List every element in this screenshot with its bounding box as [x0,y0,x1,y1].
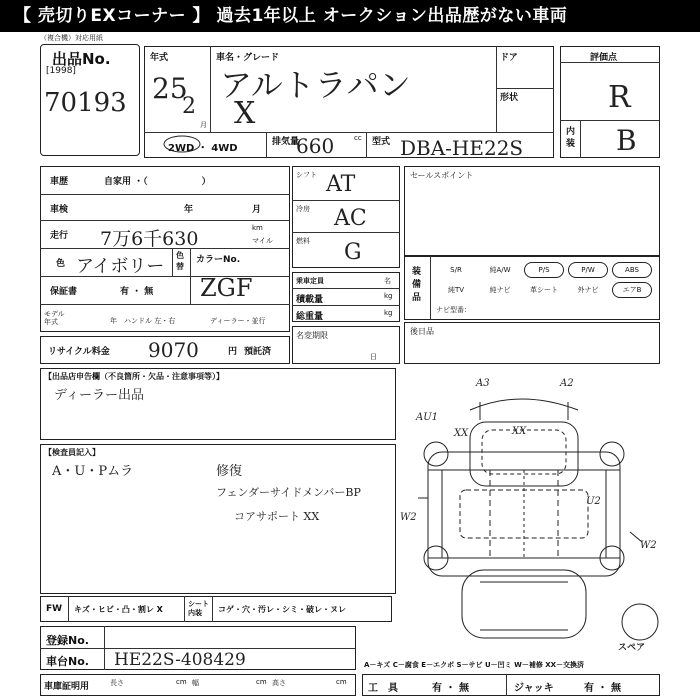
inspection-year-unit: 年 [184,205,194,215]
height-label: 高さ [272,679,286,687]
wheel-rear-right [600,442,624,466]
length-label: 長さ [110,679,124,687]
equipment-item: 外ナビ [577,286,599,294]
gross-unit: kg [384,309,393,317]
color-no-value: ZGF [200,274,253,302]
mark-xx-roof: XX [512,426,527,437]
mileage-value: 7万6千630 [100,228,199,250]
mark-a3: A3 [476,378,490,389]
height-unit: cm [336,678,347,686]
year-value: 25 [152,72,188,105]
inspector-text-3: フェンダーサイドメンバーBP [216,486,361,499]
mark-u2: U2 [586,496,601,507]
inspector-text-2: 修復 [216,464,243,479]
fuel-value: G [344,240,362,265]
dealer-options: ディーラー・並行 [210,317,266,325]
handle-options: ハンドル 左・右 [124,317,176,325]
equipment-item: 純A/W [489,266,511,274]
recycle-note: 預託済 [244,347,272,357]
equipment-item: 革シート [530,286,558,294]
mark-au1: AU1 [416,412,439,423]
chassis-value: HE22S-408429 [114,650,246,670]
lot-number: 70193 [44,88,127,118]
inspector-label: 【検査員記入】 [44,448,100,457]
gross-label: 総重量 [296,312,324,322]
shape-label: 形状 [500,93,519,103]
displacement-value: 660 [296,134,335,158]
capacity-unit: 名 [384,277,391,285]
month-value: 2 [182,94,196,119]
equipment-label: 装備品 [412,267,422,303]
load-unit: kg [384,292,393,300]
score-label: 評価点 [590,53,618,63]
drive-options: 2WD ・ 4WD [168,143,238,154]
history-options: 自家用 ・（ ） [104,177,211,187]
interior-label: 内装 [566,127,576,149]
capacity-label: 乗車定員 [296,277,324,285]
ac-label: 冷房 [296,205,310,213]
seat-label: シート内装 [188,600,209,617]
equipment-item: P/S [524,262,564,278]
inspection-month-unit: 月 [252,205,262,215]
chassis-label: 車台No. [46,655,89,668]
banner: 【 売切りEXコーナー 】 過去1年以上 オークション出品歴がない車両 [0,0,700,32]
spare-tire [622,604,658,640]
equipment-item: 純TV [447,286,465,294]
mile-unit: マイル [252,237,273,245]
registration-label: 登録No. [46,634,89,647]
fw-label: FW [46,604,63,614]
nameplate-day-unit: 日 [370,353,377,361]
navi-label: ナビ型番： [436,306,471,314]
equipment-item: 純ナビ [489,286,511,294]
mark-w2-left: W2 [400,512,417,523]
tools-label: 工 具 [368,683,398,694]
warranty-options: 有 ・ 無 [120,287,154,297]
shift-value: AT [326,172,356,197]
seat-text: コゲ・穴・汚レ・シミ・破レ・ヌレ [218,605,346,614]
after-box [404,322,660,364]
color-value: アイボリー [76,256,165,277]
seller-label: 【出品店申告欄（不良箇所・欠品・注意事項等）】 [44,372,224,381]
name-label: 車名・グレード [216,53,280,63]
cc-unit: cc [354,134,362,142]
sales-label: セールスポイント [410,171,474,180]
km-unit: km [252,224,263,232]
mark-a2: A2 [560,378,574,389]
form-subtitle: （複合機）対応用紙 [40,34,103,42]
wheel-rear-left [424,442,448,466]
history-label: 車歴 [50,177,69,187]
recycle-label: リサイクル料金 [48,347,110,357]
tools-options: 有 ・ 無 [432,683,469,694]
color-no-label: カラーNo. [196,255,241,265]
equipment-item: S/R [450,266,462,274]
model-label: 型式 [372,137,391,147]
color-change-label: 色替 [176,251,184,271]
equipment-item: エアB [612,282,652,298]
fuel-label: 燃料 [296,237,310,245]
rear-spoiler-outline [470,399,578,410]
lot-sub: [1998] [46,66,76,76]
width-label: 幅 [192,679,199,687]
model-year-unit: 年 [110,317,117,325]
month-unit: 月 [200,121,207,129]
color-label: 色 [56,259,66,269]
mileage-label: 走行 [50,231,69,241]
displacement-label: 排気量 [272,137,300,147]
interior-value: B [616,124,637,157]
mark-xx-rear-left: XX [454,428,469,439]
recycle-value: 9070 [148,338,199,362]
ac-value: AC [334,206,367,231]
car-damage-diagram [400,370,700,670]
inspector-text-4: コアサポート XX [234,510,320,523]
model-year-label: モデル年式 [44,310,65,326]
hood-outline [462,570,586,638]
certificate-label: 車庫証明用 [44,682,90,692]
lot-label: 出品No. [52,50,111,68]
damage-legend: A－キズ C－腐食 E－エクボ S－サビ U－凹ミ W－補修 XX－交換済 [364,661,585,669]
grade: X [234,96,256,131]
score-value: R [608,80,631,115]
jack-label: ジャッキ [514,683,554,694]
car-name: アルトラパン [220,66,411,104]
shift-label: シフト [296,171,317,179]
inspector-text-1: A・U・Pムラ [52,464,134,479]
length-unit: cm [176,678,187,686]
jack-options: 有 ・ 無 [584,683,621,694]
equipment-item: ABS [612,262,652,278]
width-unit: cm [256,678,267,686]
year-label: 年式 [150,53,169,63]
load-label: 積載量 [296,295,324,305]
model-value: DBA-HE22S [400,136,524,160]
drive-circle [162,134,202,154]
seller-text: ディーラー出品 [54,388,144,403]
inspection-label: 車検 [50,205,69,215]
nameplate-label: 名変期限 [296,331,328,340]
mark-w2-right: W2 [640,540,657,551]
fw-text: キズ・ヒビ・凸・割レ X [74,605,163,614]
equipment-item: P/W [568,262,608,278]
after-label: 後日品 [410,327,434,336]
door-label: ドア [500,53,518,63]
recycle-unit: 円 [228,347,238,357]
warranty-label: 保証書 [50,287,78,297]
spare-label: スペア [618,643,646,653]
